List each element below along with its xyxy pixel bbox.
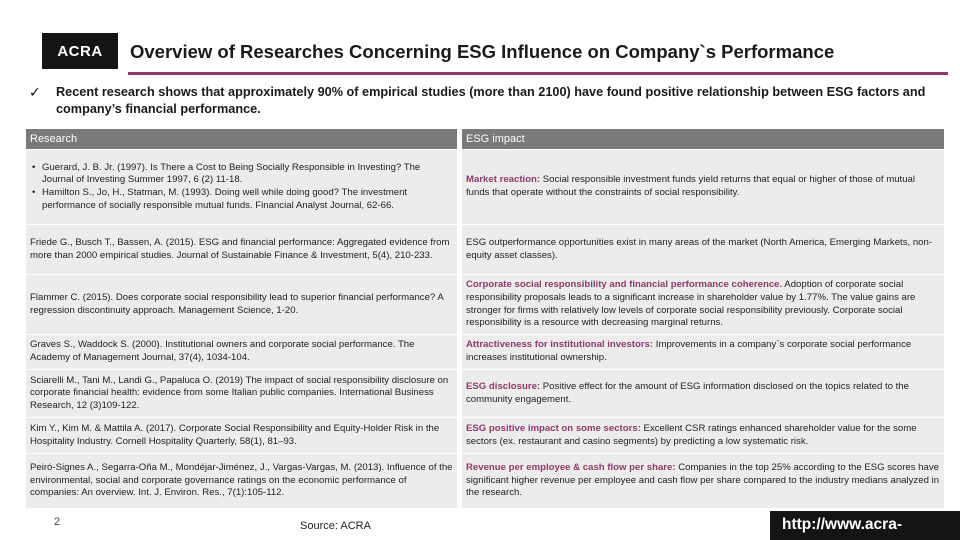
table-row [26, 418, 944, 454]
impact-cell [462, 335, 944, 369]
research-list-item: • Hamilton S., Jo, H., Statman, M. (1993). Doing well while doing good? The investment performance of socially responsible mutual funds. Financial Analyst Journal, 62-66. [30, 187, 453, 212]
research-cell: Kim Y., Kim M. & Mattila A. (2017). Corporate Social Responsibility and Equity-Holder Risk in the Hospitality Industry. Cornell Hospitality Quarterly, 58(1), 81–93. [26, 418, 457, 453]
impact-cell [462, 370, 944, 417]
impact-text: ESG outperformance opportunities exist in many areas of the market (North America, Emerging Markets, non-equity asset classes). [466, 236, 933, 261]
title-divider [128, 72, 948, 75]
research-table [26, 129, 944, 509]
source-note: Source: ACRA [300, 520, 371, 532]
table-header [26, 129, 944, 150]
website-link[interactable]: http://www.acra- [770, 511, 960, 540]
impact-text: Social responsible investment funds yield returns that equal or higher of those of mutual funds that operate without the constraints of social responsibility. [466, 174, 916, 198]
table-row [26, 225, 944, 275]
research-cell: Graves S., Waddock S. (2000). Institutional owners and corporate social performance. The Academy of Management Journal, 37(4), 1034-104. [26, 335, 457, 369]
impact-key: ESG disclosure: [466, 380, 541, 392]
header-esg-impact: ESG impact [462, 129, 944, 149]
impact-cell [462, 225, 944, 274]
impact-cell [462, 275, 944, 334]
table-row [26, 275, 944, 335]
research-list-item: • Guerard, J. B. Jr. (1997). Is There a Cost to Being Socially Responsible in Investing? The Journal of Investing Summer 1997, 6 (2) 11-18. [30, 162, 453, 187]
research-cell: Flammer C. (2015). Does corporate social responsibility lead to superior financial performance? A regression discontinuity approach. Management Science, 1-20. [26, 275, 457, 334]
impact-cell [462, 418, 944, 453]
page-number: 2 [54, 516, 61, 528]
impact-key: Market reaction: [466, 174, 541, 186]
impact-text: Positive effect for the amount of ESG information disclosed on the topics related to the community engagement. [466, 380, 909, 405]
impact-key: Attractiveness for institutional investors: [466, 339, 654, 351]
research-cell [26, 150, 457, 224]
impact-text: Improvements in a company`s corporate social performance increases institutional ownership. [466, 339, 912, 363]
impact-cell [462, 454, 944, 508]
research-list [30, 162, 453, 212]
table-row [26, 370, 944, 418]
page-title: Overview of Researches Concerning ESG Influence on Company`s Performance [130, 41, 835, 62]
impact-text: Companies in the top 25% according to the ESG scores have significant higher revenue per employee and cash flow per share compared to the industry medians analyzed in the research. [466, 462, 940, 499]
header-research: Research [26, 129, 457, 149]
table-row [26, 335, 944, 370]
table-row [26, 454, 944, 509]
impact-cell [462, 150, 944, 224]
acra-logo: ACRA [42, 33, 118, 69]
check-icon: ✓ [29, 84, 41, 100]
impact-key: Corporate social responsibility and financial performance coherence. [466, 279, 783, 291]
impact-text: Excellent CSR ratings enhanced shareholder value for the some sectors (ex. restaurant and casino segments) by predicting a low systematic risk. [466, 422, 917, 447]
impact-key: ESG positive impact on some sectors: [466, 422, 641, 434]
research-cell: Friede G., Busch T., Bassen, A. (2015). ESG and financial performance: Aggregated evidence from more than 2000 empirical studies. Journal of Sustainable Finance & Investment, 5(4), 210-233. [26, 225, 457, 274]
research-cell: Peiró-Signes A., Segarra-Oña M., Mondéjar-Jiménez, J., Vargas-Vargas, M. (2013). Influence of the environmental, social and corporate governance ratings on the economic performance of companies: An overview. Int. J. Environ. Res., 7(1):105-112. [26, 454, 457, 508]
table-row [26, 150, 944, 225]
intro-text: Recent research shows that approximately 90% of empirical studies (more than 2100) have found positive relationship between ESG factors and company’s financial performance. [56, 85, 926, 116]
impact-key: Revenue per employee & cash flow per share: [466, 462, 676, 474]
research-cell: Sciarelli M., Tani M., Landi G., Papaluca O. (2019) The impact of social responsibility disclosure on corporate financial health: evidence from some Italian public companies. International Business Research, 12 (3)109-122. [26, 370, 457, 417]
impact-text: Adoption of corporate social responsibility proposals leads to a significant increase in shareholder value by 1.77%. The value gains are stronger for firms with relatively low levels of corporate social responsibility previously. Corporate social responsibility is a resource with decreasing marginal returns. [466, 279, 916, 329]
